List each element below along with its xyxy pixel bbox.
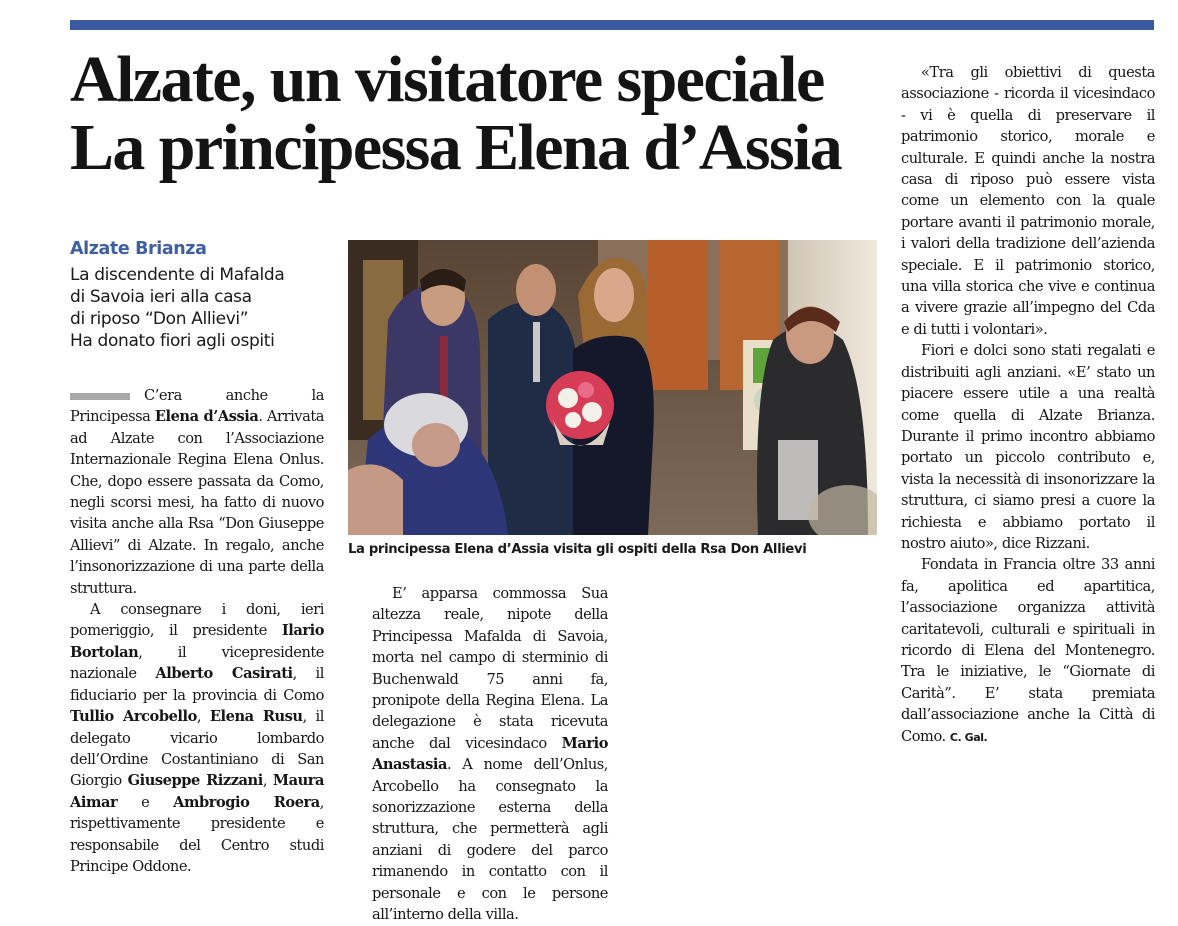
paragraph: E’ apparsa commossa Sua altezza reale, nipote della Principessa Mafalda di Savoia, morta nel campo di sterminio di Buchenwald 75 anni fa, pronipote della Regina Elena. La delegazione è stata ricevuta anche dal vicesindaco Mario Anastasia. A nome dell’Onlus, Arcobello ha consegnato la sonorizzazione esterna della struttura, che permetterà agli anziani di godere del parco rimanendo in contatto con il personale e con le persone all’interno della villa. xyxy=(372,585,608,924)
paragraph: Fiori e dolci sono stati regalati e distribuiti agli anziani. «E’ stato un piacere essere utile a una realtà come quella di Alzate Brianza. Durante il primo incontro abbiamo portato un piccolo contributo e, vista la necessità di insonorizzare la struttura, ci siamo presi a cuore la richiesta e abbiamo portato il nostro aiuto», dice Rizzani. xyxy=(901,342,1155,552)
top-rule xyxy=(70,20,1154,30)
article-photo xyxy=(348,240,877,535)
author-signature: C. Gal. xyxy=(949,730,988,744)
summary xyxy=(70,264,345,352)
text-column-2 xyxy=(372,583,608,926)
summary-line: di riposo “Don Allievi” xyxy=(70,309,249,329)
headline-line-1: Alzate, un visitatore speciale xyxy=(70,43,824,116)
paragraph: «Tra gli obiettivi di questa associazione - ricorda il vicesindaco - vi è quella di preservare il patrimonio storico, morale e culturale. E quindi anche la nostra casa di riposo può essere vista come un elemento con la quale portare avanti il patrimonio morale, i valori della tradizione dell’azienda speciale. E il patrimonio storico, una villa storica che vive e continua a vivere grazie all’impegno del Cda e di tutti i volontari». xyxy=(901,64,1155,338)
summary-line: La discendente di Mafalda xyxy=(70,265,285,285)
paragraph: A consegnare i doni, ieri pomeriggio, il presidente Ilario Bortolan, il vicepresidente nazionale Alberto Casirati, il fiduciario per la provincia di Como Tullio Arcobello, Elena Rusu, il delegato vicario lombardo dell’Ordine Costantiniano di San Giorgio Giuseppe Rizzani, Maura Aimar e Ambrogio Roera, rispettivamente presidente e responsabile del Centro studi Principe Oddone. xyxy=(70,601,324,875)
headline xyxy=(70,43,880,184)
headline-line-2: La principessa Elena d’Assia xyxy=(70,111,842,184)
text-column-4 xyxy=(901,62,1155,748)
kicker-location: Alzate Brianza xyxy=(70,239,207,259)
paragraph: Fondata in Francia oltre 33 anni fa, apolitica ed apartitica, l’associazione organizza attività caritatevoli, culturali e spirituali in ricordo di Elena del Montenegro. Tra le iniziative, le “Giornate di Carità”. E’ stata premiata dall’associazione anche la Città di Como. C. Gal. xyxy=(901,556,1155,745)
paragraph: C’era anche la Principessa Elena d’Assia. Arrivata ad Alzate con l’Associazione Internazionale Regina Elena Onlus. Che, dopo essere passata da Como, negli scorsi mesi, ha fatto di nuovo visita anche alla Rsa “Don Giuseppe Allievi” di Alzate. In regalo, anche l’insonorizzazione di una parte della struttura. xyxy=(70,387,325,597)
text-column-1 xyxy=(70,385,324,877)
photo-caption: La principessa Elena d’Assia visita gli ospiti della Rsa Don Allievi xyxy=(348,542,807,557)
summary-line: di Savoia ieri alla casa xyxy=(70,287,252,307)
summary-line: Ha donato fiori agli ospiti xyxy=(70,331,275,351)
lead-rule xyxy=(70,393,130,400)
